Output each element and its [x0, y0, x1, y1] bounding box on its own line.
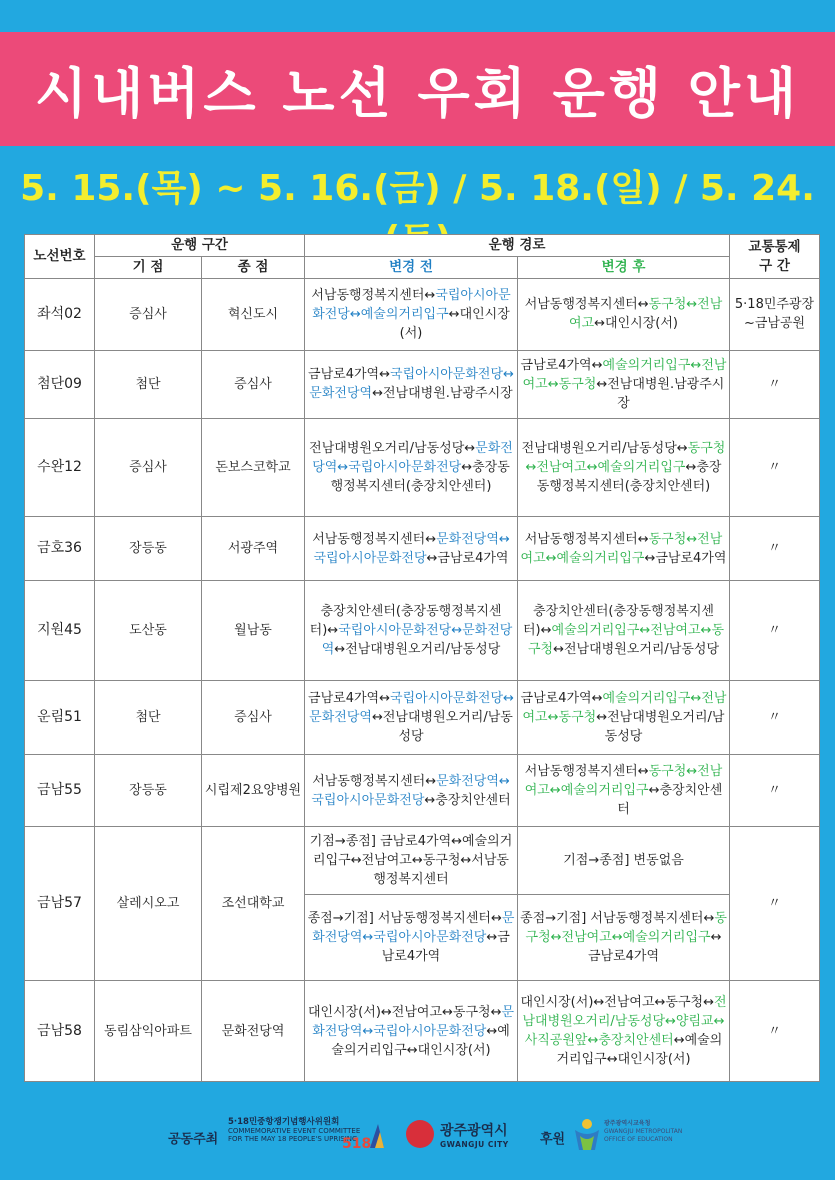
header-route-no: 노선번호 — [25, 235, 95, 279]
route-table-wrapper — [24, 234, 819, 1082]
route-after: 금남로4가역↔예술의거리입구↔전남여고↔동구청↔전남대병원오거리/남동성당 — [518, 681, 730, 755]
control-section: 5·18민주광장~금남공원 — [730, 279, 820, 351]
route-number: 좌석02 — [25, 279, 95, 351]
page-title: 시내버스 노선 우회 운행 안내 — [34, 61, 801, 125]
table-row — [25, 681, 820, 755]
route-before: 서남동행정복지센터↔국립아시아문화전당↔예술의거리입구↔대인시장(서) — [305, 279, 518, 351]
route-end: 증심사 — [202, 350, 305, 418]
control-section: 〃 — [730, 981, 820, 1082]
route-after: 서남동행정복지센터↔동구청↔전남여고↔예술의거리입구↔충장치안센터 — [518, 755, 730, 827]
route-after: 대인시장(서)↔전남여고↔동구청↔전남대병원오거리/남동성당↔양림교↔사직공원앞↔충장치안센터↔예술의거리입구↔대인시장(서) — [518, 981, 730, 1082]
header-start: 기 점 — [95, 257, 202, 279]
footer — [0, 1110, 835, 1160]
control-section: 〃 — [730, 827, 820, 981]
table-row — [25, 580, 820, 681]
header-end: 종 점 — [202, 257, 305, 279]
may18-logo-icon — [340, 1118, 386, 1152]
header-before: 변경 전 — [305, 257, 518, 279]
route-start: 증심사 — [95, 279, 202, 351]
control-section: 〃 — [730, 755, 820, 827]
org1-name: 5·18민중항쟁기념행사위원회 COMMEMORATIVE EVENT COMMITTEE FOR THE MAY 18 PEOPLE'S UPRISING — [228, 1117, 361, 1143]
route-after: 기점→종점] 변동없음 — [518, 827, 730, 895]
sponsor-label: 후원 — [540, 1132, 566, 1147]
table-row — [25, 350, 820, 418]
route-after: 서남동행정복지센터↔동구청↔전남여고↔예술의거리입구↔금남로4가역 — [518, 517, 730, 581]
route-start: 동림삼익아파트 — [95, 981, 202, 1082]
route-before: 서남동행정복지센터↔문화전당역↔국립아시아문화전당↔금남로4가역 — [305, 517, 518, 581]
control-section: 〃 — [730, 350, 820, 418]
route-before: 금남로4가역↔국립아시아문화전당↔문화전당역↔전남대병원.남광주시장 — [305, 350, 518, 418]
operation-dates: 5. 15.(목) ~ 5. 16.(금) / 5. 18.(일) / 5. 24. — [20, 168, 815, 209]
route-before: 종점→기점] 서남동행정복지센터↔문화전당역↔국립아시아문화전당↔금남로4가역 — [305, 895, 518, 981]
route-end: 조선대학교 — [202, 827, 305, 981]
control-section: 〃 — [730, 681, 820, 755]
route-before: 대인시장(서)↔전남여고↔동구청↔문화전당역↔국립아시아문화전당↔예술의거리입구↔대인시장(서) — [305, 981, 518, 1082]
route-end: 돈보스코학교 — [202, 418, 305, 517]
route-after: 서남동행정복지센터↔동구청↔전남여고↔대인시장(서) — [518, 279, 730, 351]
control-section: 〃 — [730, 580, 820, 681]
edu-office-logo-icon — [572, 1116, 602, 1152]
table-row — [25, 418, 820, 517]
svg-text:518: 518 — [342, 1136, 372, 1152]
route-after: 종점→기점] 서남동행정복지센터↔동구청↔전남여고↔예술의거리입구↔금남로4가역 — [518, 895, 730, 981]
header-path: 운행 경로 — [305, 235, 730, 257]
title-band — [0, 32, 835, 146]
route-number: 금남55 — [25, 755, 95, 827]
route-start: 살레시오고 — [95, 827, 202, 981]
route-table — [24, 234, 820, 1082]
route-end: 서광주역 — [202, 517, 305, 581]
gwangju-logo-icon — [406, 1120, 434, 1148]
route-before: 서남동행정복지센터↔문화전당역↔국립아시아문화전당↔충장치안센터 — [305, 755, 518, 827]
route-end: 문화전당역 — [202, 981, 305, 1082]
route-start: 첨단 — [95, 350, 202, 418]
route-number: 수완12 — [25, 418, 95, 517]
route-end: 월남동 — [202, 580, 305, 681]
gwangju-name: 광주광역시 GWANGJU CITY — [440, 1123, 509, 1149]
route-after: 충장치안센터(충장동행정복지센터)↔예술의거리입구↔전남여고↔동구청↔전남대병원오거리/남동성당 — [518, 580, 730, 681]
table-row — [25, 517, 820, 581]
route-start: 도산동 — [95, 580, 202, 681]
table-row — [25, 981, 820, 1082]
route-after: 전남대병원오거리/남동성당↔동구청↔전남여고↔예술의거리입구↔충장동행정복지센터(충장치안센터) — [518, 418, 730, 517]
header-after: 변경 후 — [518, 257, 730, 279]
route-before: 전남대병원오거리/남동성당↔문화전당역↔국립아시아문화전당↔충장동행정복지센터(충장치안센터) — [305, 418, 518, 517]
route-end: 혁신도시 — [202, 279, 305, 351]
table-row — [25, 755, 820, 827]
edu-office-name: 광주광역시교육청 GWANGJU METROPOLITAN OFFICE OF EDUCATION — [604, 1120, 683, 1143]
route-before: 금남로4가역↔국립아시아문화전당↔문화전당역↔전남대병원오거리/남동성당 — [305, 681, 518, 755]
route-number: 운림51 — [25, 681, 95, 755]
route-start: 증심사 — [95, 418, 202, 517]
route-number: 첨단09 — [25, 350, 95, 418]
control-section: 〃 — [730, 418, 820, 517]
route-number: 금호36 — [25, 517, 95, 581]
route-number: 금남57 — [25, 827, 95, 981]
route-number: 지원45 — [25, 580, 95, 681]
header-section: 운행 구간 — [95, 235, 305, 257]
joint-host-label: 공동주최 — [168, 1132, 219, 1147]
route-before: 충장치안센터(충장동행정복지센터)↔국립아시아문화전당↔문화전당역↔전남대병원오거리/남동성당 — [305, 580, 518, 681]
header-control: 교통통제 구 간 — [730, 235, 820, 279]
route-start: 장등동 — [95, 517, 202, 581]
route-start: 첨단 — [95, 681, 202, 755]
route-before: 기점→종점] 금남로4가역↔예술의거리입구↔전남여고↔동구청↔서남동행정복지센터 — [305, 827, 518, 895]
table-row — [25, 827, 820, 895]
control-section: 〃 — [730, 517, 820, 581]
route-start: 장등동 — [95, 755, 202, 827]
table-row — [25, 279, 820, 351]
route-end: 시립제2요양병원 — [202, 755, 305, 827]
route-number: 금남58 — [25, 981, 95, 1082]
route-after: 금남로4가역↔예술의거리입구↔전남여고↔동구청↔전남대병원.남광주시장 — [518, 350, 730, 418]
route-end: 증심사 — [202, 681, 305, 755]
